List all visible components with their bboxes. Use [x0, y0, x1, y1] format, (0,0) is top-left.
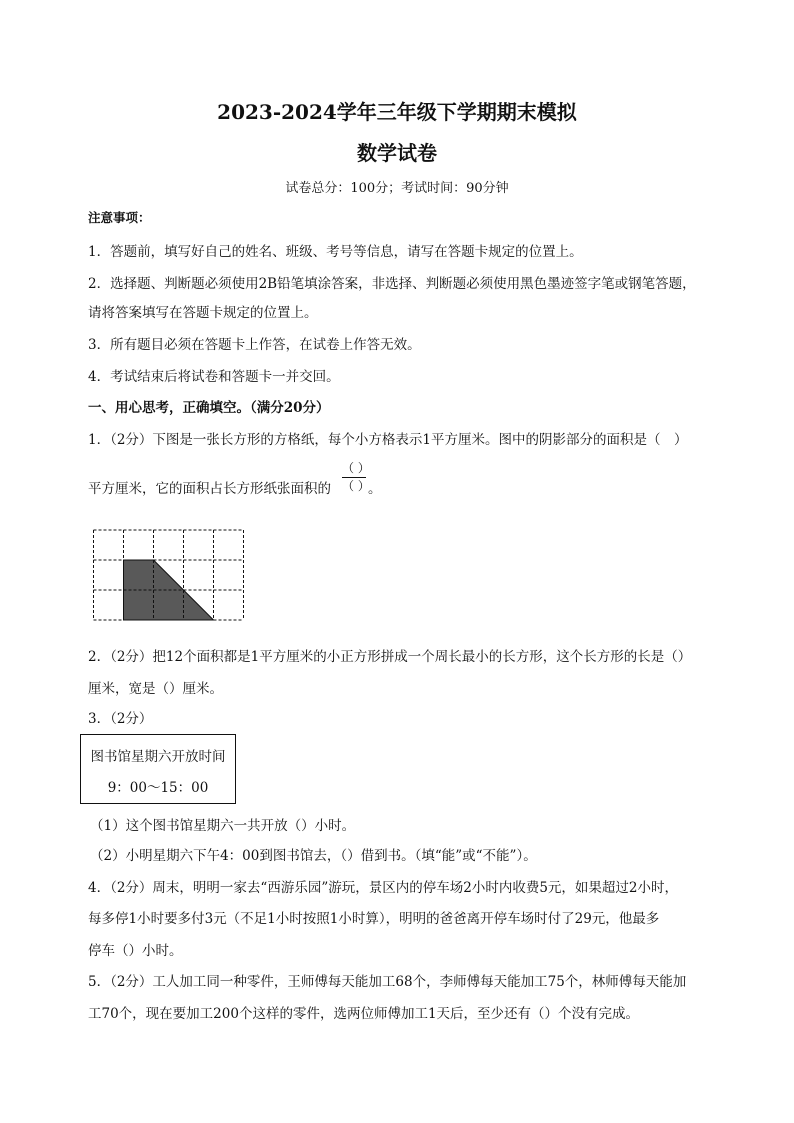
blank-fraction [342, 461, 370, 494]
fraction-numerator: （ ） [342, 461, 370, 475]
exam-meta: 试卷总分：100分；考试时间：90分钟 [285, 181, 509, 196]
question-3-sub-1: （1）这个图书馆星期六一共开放（）小时。 [90, 818, 356, 834]
question-4-line-3: 停车（）小时。 [88, 943, 183, 959]
question-5-line-1: 5．（2分）工人加工同一种零件，王师傅每天能加工68个，李师傅每天能加工75个，林师傅每天能加 [88, 974, 687, 990]
question-1-line-2: 平方厘米，它的面积占长方形纸张面积的 [88, 481, 331, 497]
fraction-bar [342, 477, 366, 478]
library-hours-time: 9：00～15：00 [107, 780, 209, 796]
question-2-line-1: 2．（2分）把12个面积都是1平方厘米的小正方形拼成一个周长最小的长方形，这个长方形的长是（） [88, 649, 692, 665]
question-3-sub-2: （2）小明星期六下午4：00到图书馆去，（）借到书。（填“能”或“不能”）。 [90, 848, 537, 864]
library-hours-box [80, 734, 236, 804]
exam-title: 2023-2024学年三年级下学期期末模拟 [217, 100, 577, 124]
question-2-line-2: 厘米，宽是（）厘米。 [88, 681, 223, 697]
notes-heading: 注意事项： [88, 210, 151, 225]
library-hours-title: 图书馆星期六开放时间 [90, 749, 226, 765]
grid-figure [93, 528, 246, 622]
question-5-line-2: 工70个，现在要加工200个这样的零件，选两位师傅加工1天后，至少还有（）个没有完成。 [88, 1006, 640, 1022]
note-item: 2．选择题、判断题必须使用2B铅笔填涂答案，非选择、判断题必须使用黑色墨迹签字笔或钢笔答题， [88, 276, 696, 292]
section-heading: 一、用心思考，正确填空。（满分20分） [88, 400, 330, 416]
note-item: 1．答题前，填写好自己的姓名、班级、考号等信息，请写在答题卡规定的位置上。 [88, 244, 583, 260]
question-3-line-1: 3．（2分） [88, 711, 153, 727]
fraction-denominator: （ ） [342, 479, 370, 493]
note-item: 4．考试结束后将试卷和答题卡一并交回。 [88, 369, 340, 385]
note-item: 3．所有题目必须在答题卡上作答，在试卷上作答无效。 [88, 337, 421, 353]
exam-subtitle: 数学试卷 [357, 141, 437, 165]
note-item: 请将答案填写在答题卡规定的位置上。 [88, 305, 318, 321]
question-1-line-1: 1．（2分）下图是一张长方形的方格纸，每个小方格表示1平方厘米。图中的阴影部分的面积是（ ） [88, 432, 688, 448]
question-4-line-1: 4．（2分）周末，明明一家去“西游乐园”游玩，景区内的停车场2小时内收费5元，如果超过2小时， [88, 880, 678, 896]
question-4-line-2: 每多停1小时要多付3元（不足1小时按照1小时算），明明的爸爸离开停车场时付了29元，他最多 [88, 911, 660, 927]
question-1-line-2-end: 。 [368, 481, 382, 497]
